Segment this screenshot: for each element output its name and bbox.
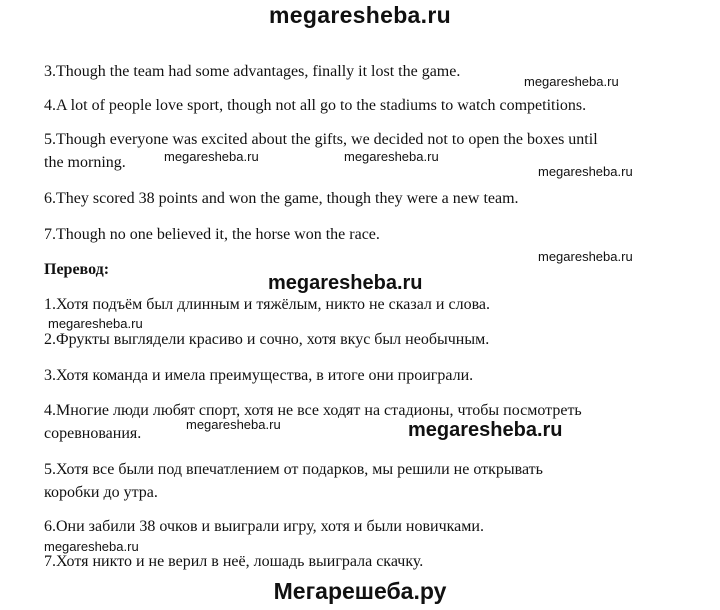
watermark: megaresheba.ru bbox=[186, 417, 281, 432]
russian-sentence-5-cont: коробки до утра. bbox=[44, 484, 158, 501]
watermark: megaresheba.ru bbox=[164, 149, 259, 164]
russian-sentence-4: 4.Многие люди любят спорт, хотя не все ходят на стадионы, чтобы посмотреть bbox=[44, 402, 582, 419]
russian-sentence-4-cont: соревнования. bbox=[44, 425, 142, 442]
translation-heading: Перевод: bbox=[44, 261, 110, 278]
russian-sentence-1: 1.Хотя подъём был длинным и тяжёлым, никто не сказал и слова. bbox=[44, 296, 491, 313]
site-header: megaresheba.ru bbox=[269, 2, 451, 28]
english-sentence-5-cont: the morning. bbox=[44, 154, 126, 171]
site-footer: Мегарешеба.ру bbox=[273, 578, 447, 604]
russian-sentence-3: 3.Хотя команда и имела преимущества, в итоге они проиграли. bbox=[44, 367, 474, 384]
russian-sentence-5: 5.Хотя все были под впечатлением от подарков, мы решили не открывать bbox=[44, 461, 543, 478]
russian-sentence-2: 2.Фрукты выглядели красиво и сочно, хотя вкус был необычным. bbox=[44, 331, 490, 348]
watermark: megaresheba.ru bbox=[344, 149, 439, 164]
english-sentence-7: 7.Though no one believed it, the horse won the race. bbox=[44, 226, 380, 243]
english-sentence-4: 4.A lot of people love sport, though not all go to the stadiums to watch competitions. bbox=[44, 97, 587, 114]
watermark-large: megaresheba.ru bbox=[408, 419, 563, 441]
watermark: megaresheba.ru bbox=[524, 74, 619, 89]
watermark: megaresheba.ru bbox=[538, 249, 633, 264]
english-sentence-6: 6.They scored 38 points and won the game, though they were a new team. bbox=[44, 190, 519, 207]
english-sentence-5: 5.Though everyone was excited about the gifts, we decided not to open the boxes until bbox=[44, 131, 598, 148]
watermark: megaresheba.ru bbox=[538, 164, 633, 179]
watermark: megaresheba.ru bbox=[44, 539, 139, 554]
watermark: megaresheba.ru bbox=[48, 316, 143, 331]
russian-sentence-7: 7.Хотя никто и не верил в неё, лошадь выиграла скачку. bbox=[44, 553, 424, 570]
russian-sentence-6: 6.Они забили 38 очков и выиграли игру, хотя и были новичками. bbox=[44, 518, 484, 535]
english-sentence-3: 3.Though the team had some advantages, finally it lost the game. bbox=[44, 63, 461, 80]
watermark-large: megaresheba.ru bbox=[268, 272, 423, 294]
